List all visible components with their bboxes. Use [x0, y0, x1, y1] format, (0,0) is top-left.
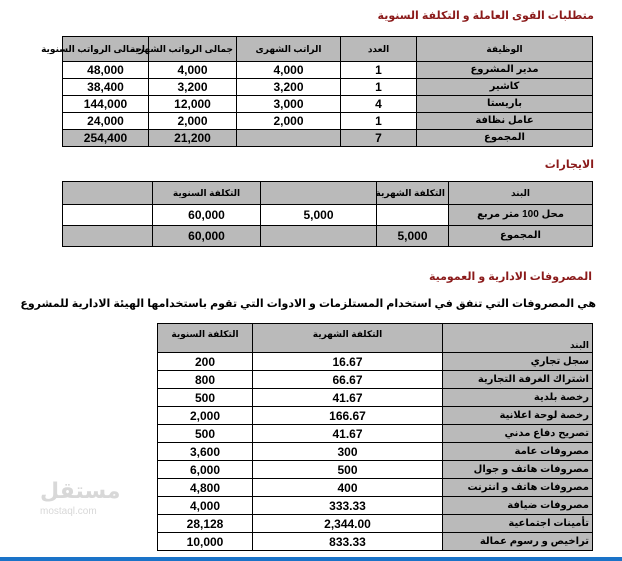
cell-blank: [63, 205, 153, 226]
total-label: المجموع: [449, 226, 593, 247]
cell-job: عامل نظافة: [417, 113, 593, 130]
table-row: [158, 371, 593, 389]
cell-salary: 3,000: [237, 96, 341, 113]
header-annual-total: اجمالى الرواتب السنوية: [63, 37, 149, 62]
total-count: 7: [341, 130, 417, 147]
cell-count: 1: [341, 113, 417, 130]
cell-monthly: 16.67: [253, 353, 443, 371]
table-header-row: [158, 324, 593, 353]
cell-item: اشتراك الغرفة التجارية: [443, 371, 593, 389]
watermark-text: mostaql.com: [40, 506, 97, 517]
cell-job: باريستا: [417, 96, 593, 113]
table-row: [63, 62, 593, 79]
cell-item: مصروفات هاتف و جوال: [443, 461, 593, 479]
cell-item: محل 100 متر مربع: [449, 205, 593, 226]
cell-annual: 4,000: [158, 497, 253, 515]
cell-monthly: 41.67: [253, 389, 443, 407]
cell-annual: 60,000: [153, 205, 261, 226]
cell-annual: 3,600: [158, 443, 253, 461]
header-monthly: التكلفة الشهرية: [253, 324, 443, 353]
section-description: هي المصروفات التي تنفق في استخدام المستلزمات و الادوات التي تقوم باستخدامها الهيئة الادارية للمشروع: [20, 298, 596, 310]
header-item: البند: [449, 182, 593, 205]
table-total-row: [63, 226, 593, 247]
cell-monthly: 2,344.00: [253, 515, 443, 533]
cell-item: مصروفات عامة: [443, 443, 593, 461]
total-annual: 254,400: [63, 130, 149, 147]
header-job: الوظيفة: [417, 37, 593, 62]
cell-annual: 500: [158, 425, 253, 443]
header-annual: التكلفة السنوية: [158, 324, 253, 353]
cell-monthly: 400: [253, 479, 443, 497]
total-extra: [261, 226, 377, 247]
table-header-row: [63, 182, 593, 205]
table-row: [158, 497, 593, 515]
cell-item: تراخيص و رسوم عمالة: [443, 533, 593, 551]
cell-salary: 3,200: [237, 79, 341, 96]
cell-job: مدير المشروع: [417, 62, 593, 79]
total-blank: [63, 226, 153, 247]
section-title-workforce: متطلبات القوى العاملة و التكلفة السنوية: [377, 10, 594, 22]
table-row: [63, 96, 593, 113]
bottom-accent-bar: [0, 557, 622, 561]
header-annual: التكلفة السنوية: [153, 182, 261, 205]
cell-monthly: 66.67: [253, 371, 443, 389]
cell-monthly-total: 3,200: [149, 79, 237, 96]
cell-item: رخصة لوحة اعلانية: [443, 407, 593, 425]
cell-item: سجل تجاري: [443, 353, 593, 371]
total-label: المجموع: [417, 130, 593, 147]
cell-item: مصروفات ضيافة: [443, 497, 593, 515]
cell-item: تأمينات اجتماعية: [443, 515, 593, 533]
table-row: [158, 461, 593, 479]
table-row: [158, 479, 593, 497]
header-monthly-total: جمالى الرواتب الشهرية: [149, 37, 237, 62]
cell-item: رخصة بلدية: [443, 389, 593, 407]
table-row: [158, 353, 593, 371]
cell-count: 4: [341, 96, 417, 113]
section-title-rent: الايجارات: [544, 159, 594, 171]
cell-monthly: 833.33: [253, 533, 443, 551]
cell-item: مصروفات هاتف و انترنت: [443, 479, 593, 497]
cell-annual-total: 24,000: [63, 113, 149, 130]
cell-annual: 500: [158, 389, 253, 407]
cell-monthly: [377, 205, 449, 226]
header-monthly: التكلفة الشهرية: [377, 182, 449, 205]
table-row: [63, 79, 593, 96]
cell-annual: 6,000: [158, 461, 253, 479]
table-row: [158, 533, 593, 551]
cell-annual-total: 38,400: [63, 79, 149, 96]
cell-monthly: 500: [253, 461, 443, 479]
cell-extra: 5,000: [261, 205, 377, 226]
header-blank-2: [63, 182, 153, 205]
header-salary: الراتب الشهرى: [237, 37, 341, 62]
table-row: [63, 113, 593, 130]
cell-job: كاشير: [417, 79, 593, 96]
cell-annual: 200: [158, 353, 253, 371]
cell-count: 1: [341, 62, 417, 79]
table-row: [158, 425, 593, 443]
cell-annual: 4,800: [158, 479, 253, 497]
cell-count: 1: [341, 79, 417, 96]
header-blank: [261, 182, 377, 205]
table-row: [158, 443, 593, 461]
cell-monthly: 166.67: [253, 407, 443, 425]
table-row: [63, 205, 593, 226]
cell-salary: 4,000: [237, 62, 341, 79]
cell-annual-total: 144,000: [63, 96, 149, 113]
admin-expenses-table: [157, 323, 593, 551]
cell-monthly: 300: [253, 443, 443, 461]
table-total-row: [63, 130, 593, 147]
header-count: العدد: [341, 37, 417, 62]
cell-annual: 10,000: [158, 533, 253, 551]
total-salary: [237, 130, 341, 147]
cell-annual: 28,128: [158, 515, 253, 533]
cell-salary: 2,000: [237, 113, 341, 130]
total-monthly: 21,200: [149, 130, 237, 147]
cell-item: تصريح دفاع مدني: [443, 425, 593, 443]
table-row: [158, 515, 593, 533]
header-item: البند: [443, 324, 593, 353]
table-header-row: [63, 37, 593, 62]
total-annual: 60,000: [153, 226, 261, 247]
cell-monthly: 333.33: [253, 497, 443, 515]
watermark-logo: مستقل: [40, 478, 121, 503]
cell-monthly: 41.67: [253, 425, 443, 443]
cell-annual: 800: [158, 371, 253, 389]
table-row: [158, 407, 593, 425]
cell-monthly-total: 2,000: [149, 113, 237, 130]
cell-annual: 2,000: [158, 407, 253, 425]
cell-monthly-total: 4,000: [149, 62, 237, 79]
total-monthly: 5,000: [377, 226, 449, 247]
cell-annual-total: 48,000: [63, 62, 149, 79]
table-row: [158, 389, 593, 407]
cell-monthly-total: 12,000: [149, 96, 237, 113]
workforce-table: [41, 36, 593, 147]
rent-table: [62, 181, 593, 247]
section-title-admin-expenses: المصروفات الادارية و العمومية: [428, 271, 592, 283]
